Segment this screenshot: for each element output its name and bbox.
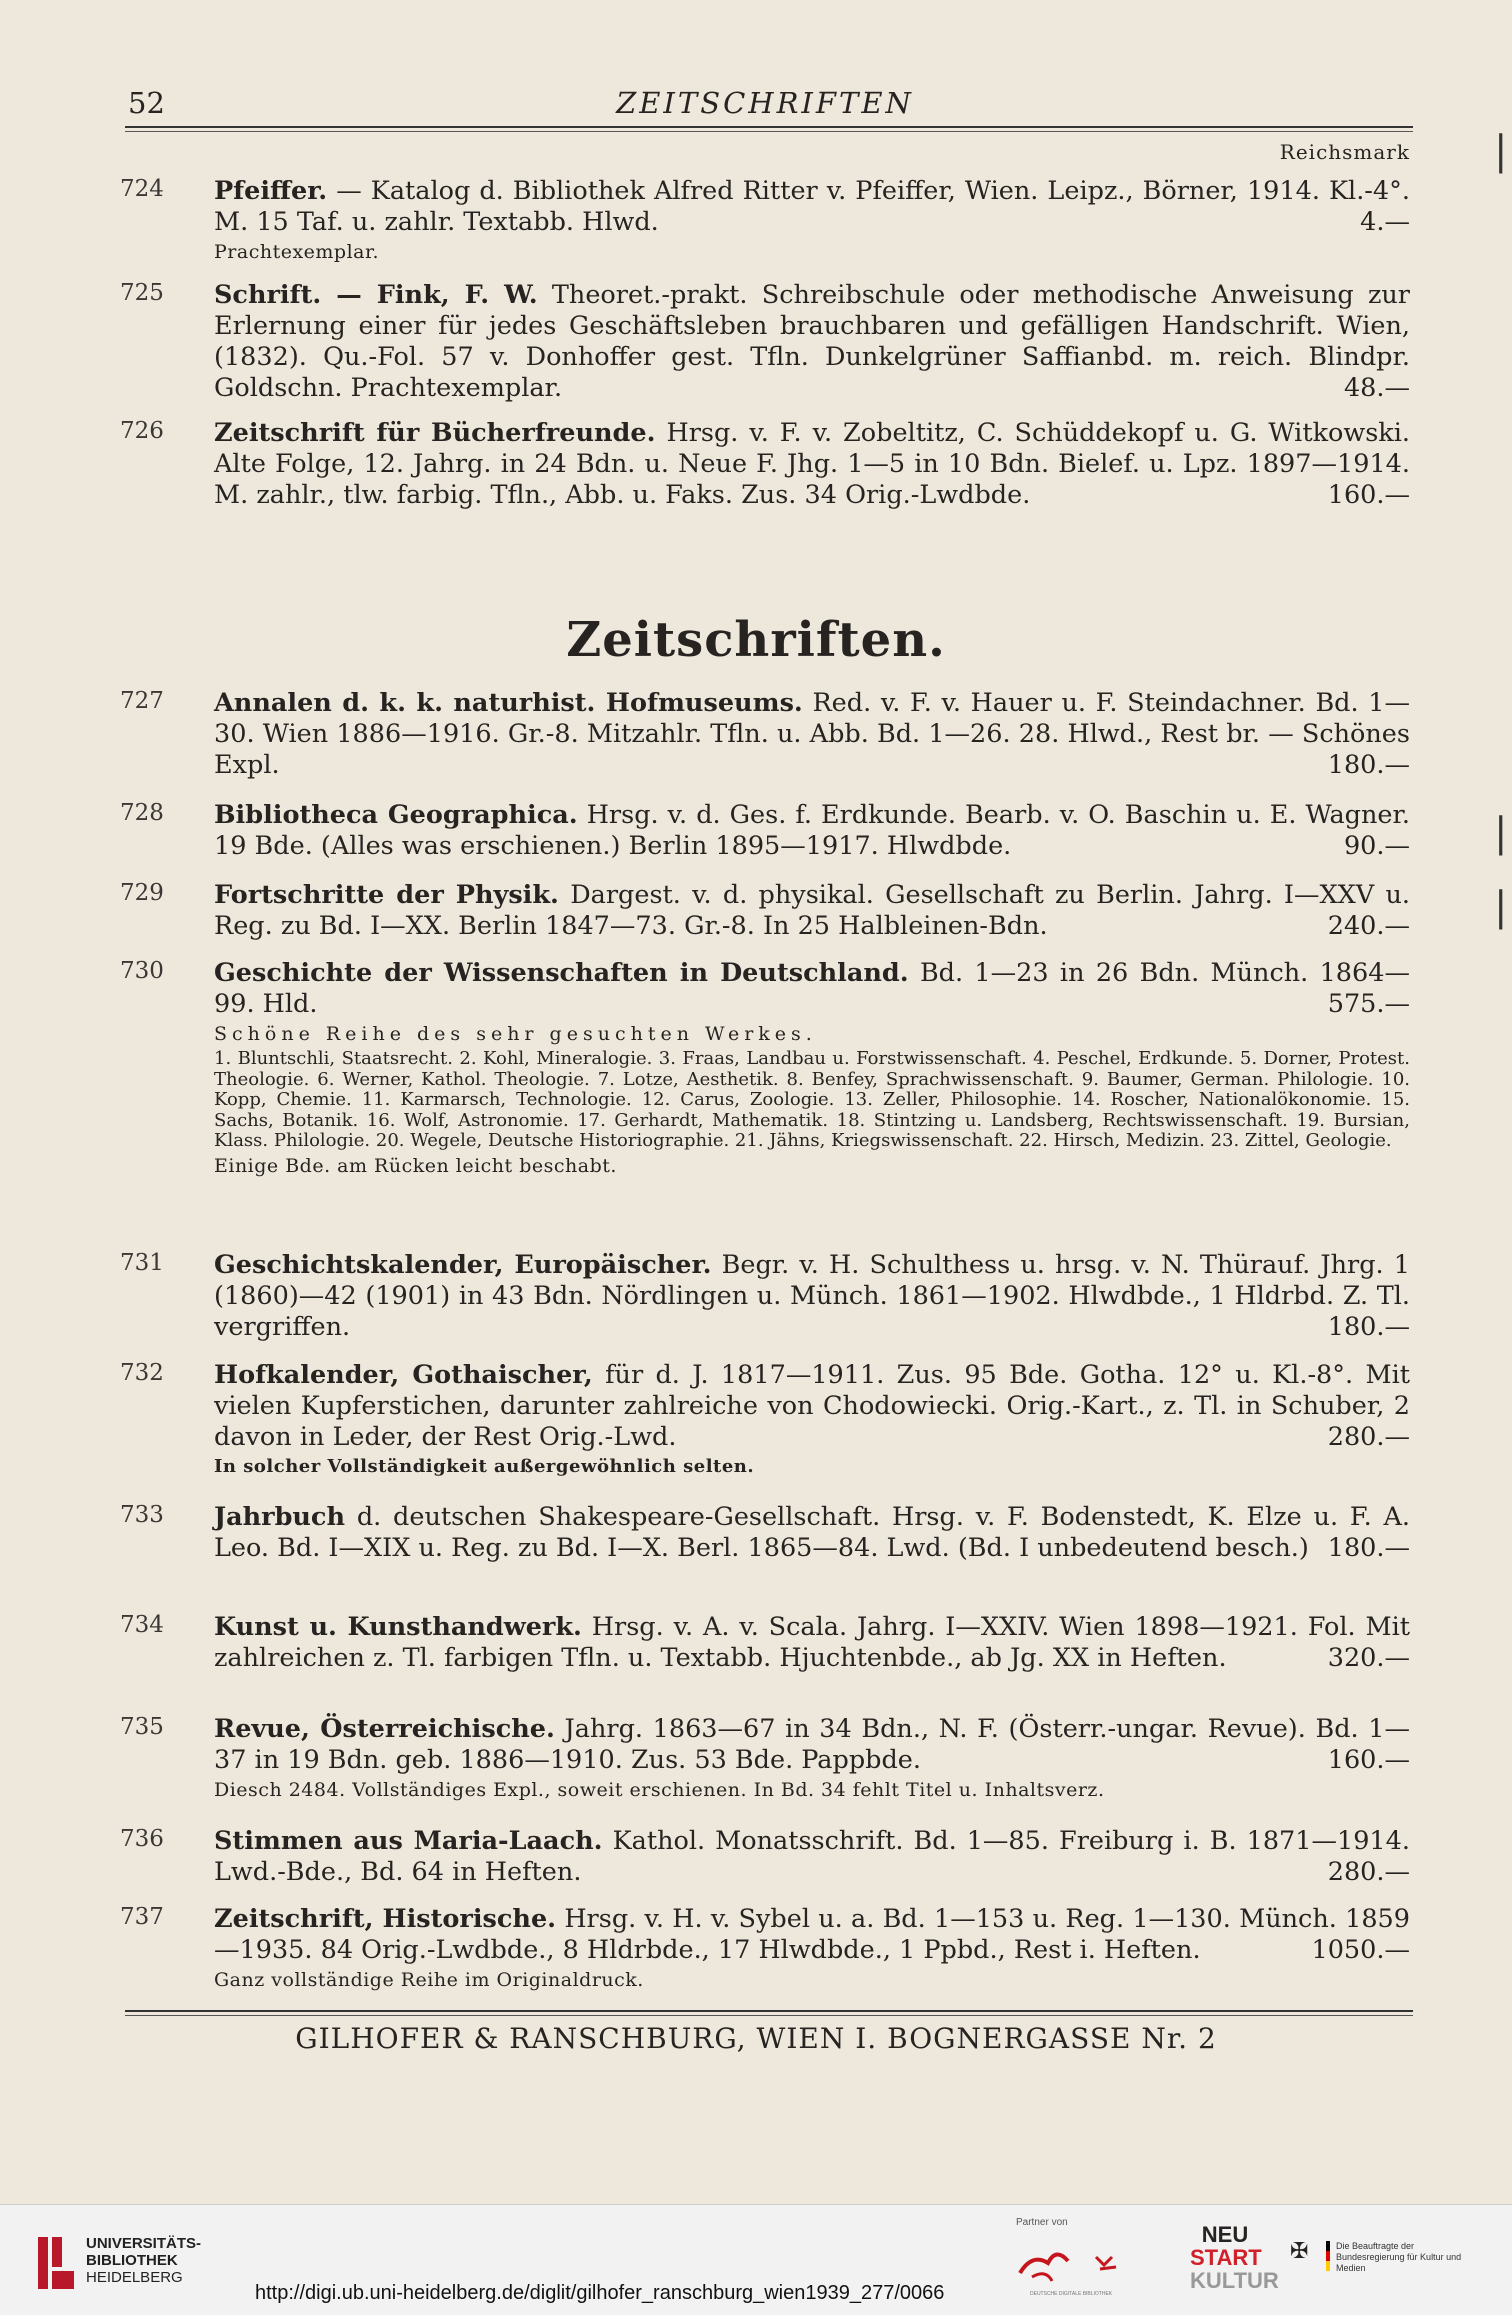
catalog-entry-732 <box>120 1360 1410 1478</box>
entry-number: 733 <box>120 1502 164 1528</box>
entry-text: Hrsg. v. H. v. Sybel u. a. Bd. 1—153 u. Reg. 1—130. Münch. 1859—1935. 84 Orig.-Lwdbde., 8 Hldrbde., 17 Hlwdbde., 1 Ppbd., Rest i. Heften. <box>214 1904 1411 1965</box>
entry-price: 240.— <box>1327 911 1410 941</box>
catalog-entry-731 <box>120 1250 1410 1343</box>
margin-mark: | <box>1494 128 1508 174</box>
entry-title: Bibliotheca Geographica. <box>214 800 578 830</box>
catalog-entry-735 <box>120 1714 1410 1801</box>
entry-title: Stimmen aus Maria-Laach. <box>214 1826 603 1856</box>
entry-number: 734 <box>120 1612 164 1638</box>
entry-note: Diesch 2484. Vollständiges Expl., soweit erschienen. In Bd. 34 fehlt Titel u. Inhaltsverz. <box>214 1779 1105 1801</box>
header-rule <box>125 126 1413 128</box>
header-rule-thin <box>125 131 1413 132</box>
running-title: ZEITSCHRIFTEN <box>616 86 914 120</box>
entry-text: Theoret.-prakt. Schreibschule oder methodische Anweisung zur Erlernung einer für jedes Geschäftsleben brauchbaren und gefälligen Handschrift. Wien, (1832). Qu.-Fol. 57 v. Donhoffer gest. Tfln. Dunkelgrüner Saffianbd. m. reich. Blindpr. Goldschn. Prachtexemplar. <box>214 280 1410 403</box>
entry-price: 4.— <box>1360 207 1410 237</box>
catalog-entry-727 <box>120 688 1410 781</box>
eagle-icon: ✠ <box>1290 2239 1309 2264</box>
entry-note: In solcher Vollständigkeit außergewöhnlich selten. <box>214 1456 755 1477</box>
footer-rule <box>125 2010 1413 2012</box>
entry-number: 725 <box>120 280 164 306</box>
entry-note: Schöne Reihe des sehr gesuchten Werkes. <box>214 1023 817 1045</box>
entry-title: Kunst u. Kunsthandwerk. <box>214 1612 582 1642</box>
margin-mark: | <box>1494 810 1508 856</box>
entry-title: Jahrbuch <box>214 1502 345 1532</box>
neustart-kultur-logo[interactable]: NEU START KULTUR <box>1190 2222 1279 2293</box>
catalog-entry-726 <box>120 418 1410 511</box>
entry-title: Fortschritte der Physik. <box>214 880 559 910</box>
ddb-logo-icon[interactable] <box>1012 2243 1132 2289</box>
catalog-entry-728 <box>120 800 1410 862</box>
entry-title: Schrift. — Fink, F. W. <box>214 280 538 310</box>
entry-number: 736 <box>120 1826 164 1852</box>
entry-price: 180.— <box>1327 1533 1410 1563</box>
section-heading: Zeitschriften. <box>566 612 946 668</box>
entry-number: 731 <box>120 1250 164 1276</box>
entry-price: 48.— <box>1343 373 1410 403</box>
entry-text: Jahrg. 1863—67 in 34 Bdn., N. F. (Österr.-ungar. Revue). Bd. 1—37 in 19 Bdn. geb. 1886—1910. Zus. 53 Bde. Pappbde. <box>214 1714 1410 1775</box>
entry-number: 732 <box>120 1360 164 1386</box>
entry-text: Bd. 1—23 in 26 Bdn. Münch. 1864—99. Hld. <box>214 958 1410 1019</box>
entry-number: 737 <box>120 1904 164 1930</box>
partner-label: Partner von <box>1016 2217 1068 2228</box>
entry-title: Pfeiffer. <box>214 176 328 206</box>
entry-note: Prachtexemplar. <box>214 241 380 263</box>
entry-text: Dargest. v. d. physikal. Gesellschaft zu Berlin. Jahrg. I—XXV u. Reg. zu Bd. I—XX. Berlin 1847—73. Gr.-8. In 25 Halbleinen-Bdn. <box>214 880 1411 941</box>
university-logo-icon <box>36 2235 76 2291</box>
page-header <box>120 86 1410 126</box>
entry-price: 575.— <box>1327 989 1410 1019</box>
page-number: 52 <box>128 86 165 120</box>
flag-icon <box>1326 2241 1330 2271</box>
entry-number: 727 <box>120 688 164 714</box>
entry-title: Hofkalender, Gothaischer, <box>214 1360 593 1390</box>
entry-text: Hrsg. v. d. Ges. f. Erdkunde. Bearb. v. O. Baschin u. E. Wagner. 19 Bde. (Alles was erschienen.) Berlin 1895—1917. Hlwdbde. <box>214 800 1411 861</box>
permalink-url[interactable]: http://digi.ub.uni-heidelberg.de/diglit/gilhofer_ranschburg_wien1939_277/0066 <box>255 2282 945 2304</box>
catalog-entry-725 <box>120 280 1410 404</box>
university-name[interactable]: UNIVERSITÄTS- BIBLIOTHEK HEIDELBERG <box>86 2235 202 2286</box>
entry-text: — Katalog d. Bibliothek Alfred Ritter v. Pfeiffer, Wien. Leipz., Börner, 1914. Kl.-4°. M. 15 Taf. u. zahlr. Textabb. Hlwd. <box>214 176 1410 237</box>
entry-text: Kathol. Monatsschrift. Bd. 1—85. Freiburg i. B. 1871—1914. Lwd.-Bde., Bd. 64 in Heften. <box>214 1826 1410 1887</box>
entry-number: 730 <box>120 958 164 984</box>
entry-price: 280.— <box>1327 1422 1410 1452</box>
entry-text: Hrsg. v. F. v. Zobeltitz, C. Schüddekopf u. G. Witkowski. Alte Folge, 12. Jahrg. in 24 Bdn. u. Neue F. Jhg. 1—5 in 10 Bdn. Bielef. u. Lpz. 1897—1914. M. zahlr., tlw. farbig. Tfln., Abb. u. Faks. Zus. 34 Orig.-Lwdbde. <box>214 418 1410 510</box>
entry-title: Zeitschrift, Historische. <box>214 1904 557 1934</box>
entry-price: 90.— <box>1343 831 1410 861</box>
entry-text: Begr. v. H. Schulthess u. hrsg. v. N. Thürauf. Jhrg. 1 (1860)—42 (1901) in 43 Bdn. Nördlingen u. Münch. 1861—1902. Hlwdbde., 1 Hldrbd. Z. Tl. vergriffen. <box>214 1250 1410 1342</box>
entry-number: 729 <box>120 880 164 906</box>
entry-number: 726 <box>120 418 164 444</box>
entry-price: 1050.— <box>1311 1935 1410 1965</box>
entry-text: Red. v. F. v. Hauer u. F. Steindachner. Bd. 1—30. Wien 1886—1916. Gr.-8. Mitzahlr. Tfln. u. Abb. Bd. 1—26. 28. Hlwd., Rest br. — Schönes Expl. <box>214 688 1410 780</box>
entry-price: 160.— <box>1327 480 1410 510</box>
entry-note: Ganz vollständige Reihe im Originaldruck. <box>214 1969 644 1991</box>
entry-title: Geschichtskalender, Europäischer. <box>214 1250 712 1280</box>
entry-text: d. deutschen Shakespeare-Gesellschaft. Hrsg. v. F. Bodenstedt, K. Elze u. F. A. Leo. Bd. I—XIX u. Reg. zu Bd. I—X. Berl. 1865—84. Lwd. (Bd. I unbedeutend besch.) <box>214 1502 1410 1563</box>
entry-title: Annalen d. k. k. naturhist. Hofmuseums. <box>214 688 803 718</box>
entry-title: Geschichte der Wissenschaften in Deutschland. <box>214 958 909 988</box>
catalog-entry-734 <box>120 1612 1410 1674</box>
publisher-footer: GILHOFER & RANSCHBURG, WIEN I. BOGNERGASSE Nr. 2 <box>295 2022 1217 2055</box>
entry-text: Hrsg. v. A. v. Scala. Jahrg. I—XXIV. Wien 1898—1921. Fol. Mit zahlreichen z. Tl. farbigen Tfln. u. Textabb. Hjuchtenbde., ab Jg. XX in Heften. <box>214 1612 1411 1673</box>
entry-number: 735 <box>120 1714 164 1740</box>
catalog-entry-737 <box>120 1904 1410 1991</box>
entry-title: Zeitschrift für Bücherfreunde. <box>214 418 656 448</box>
entry-number: 724 <box>120 176 164 202</box>
volume-list: 1. Bluntschli, Staatsrecht. 2. Kohl, Mineralogie. 3. Fraas, Landbau u. Forstwissenschaft. 4. Peschel, Erdkunde. 5. Dorner, Protest. Theologie. 6. Werner, Kathol. Theologie. 7. Lotze, Aesthetik. 8. Benfey, Sprachwissenschaft. 9. Baumer, German. Philologie. 10. Kopp, Chemie. 11. Karmarsch, Technologie. 12. Carus, Zoologie. 13. Zeller, Philosophie. 14. Roscher, Nationalökonomie. 15. Sachs, Botanik. 16. Wolf, Astronomie. 17. Gerhardt, Mathematik. 18. Stintzing u. Landsberg, Rechtswissenschaft. 19. Bursian, Klass. Philologie. 20. Wegele, Deutsche Historiographie. 21. Jähns, Kriegswissenschaft. 22. Hirsch, Medizin. 23. Zittel, Geologie. <box>214 1048 1410 1151</box>
entry-note-condition: Einige Bde. am Rücken leicht beschabt. <box>214 1154 617 1177</box>
ddb-label: DEUTSCHE DIGITALE BIBLIOTHEK <box>1030 2291 1113 2297</box>
entry-price: 280.— <box>1327 1857 1410 1887</box>
catalog-entry-733 <box>120 1502 1410 1564</box>
entry-price: 160.— <box>1327 1745 1410 1775</box>
currency-label: Reichsmark <box>1279 140 1410 164</box>
entry-text: für d. J. 1817—1911. Zus. 95 Bde. Gotha. 12° u. Kl.-8°. Mit vielen Kupferstichen, darunter zahlreiche von Chodowiecki. Orig.-Kart., z. Tl. in Schuber, 2 davon in Leder, der Rest Orig.-Lwd. <box>214 1360 1410 1452</box>
government-logo[interactable]: ✠ Die Beauftragte der Bundesregierung für Kultur und Medien <box>1290 2239 1462 2273</box>
footer-rule-thin <box>125 2015 1413 2016</box>
catalog-entry-729 <box>120 880 1410 942</box>
entry-number: 728 <box>120 800 164 826</box>
catalog-entry-730 <box>120 958 1410 1177</box>
entry-title: Revue, Österreichische. <box>214 1714 555 1744</box>
entry-price: 320.— <box>1327 1643 1410 1673</box>
margin-mark: | <box>1494 884 1508 930</box>
entry-price: 180.— <box>1327 1312 1410 1342</box>
catalog-entry-736 <box>120 1826 1410 1888</box>
catalog-entry-724 <box>120 176 1410 263</box>
entry-price: 180.— <box>1327 750 1410 780</box>
